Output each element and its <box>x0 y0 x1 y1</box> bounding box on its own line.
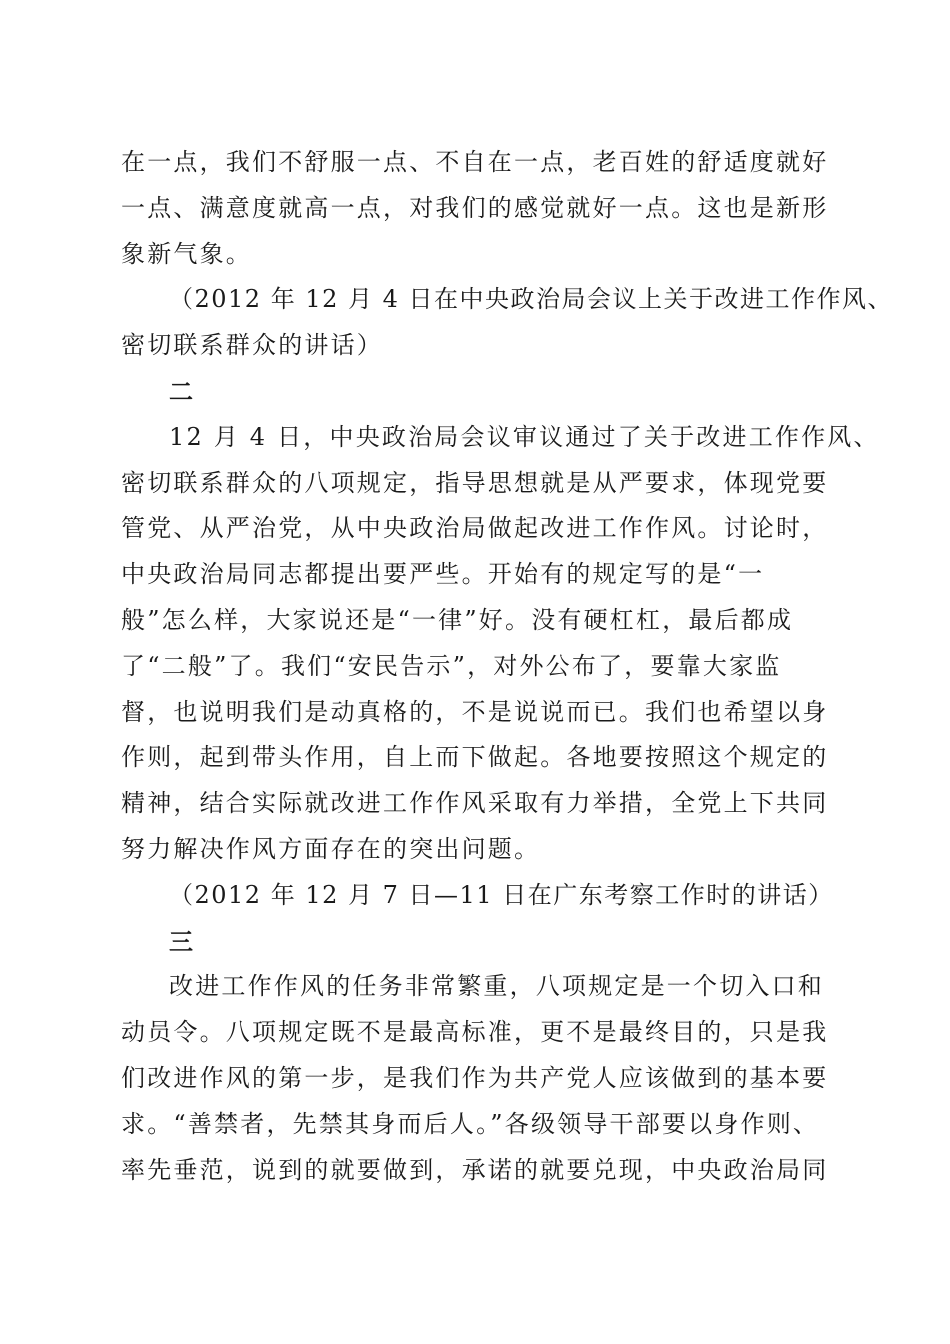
text-line: 精神，结合实际就改进工作作风采取有力举措，全党上下共同 <box>121 789 829 818</box>
text-line: 督，也说明我们是动真格的，不是说说而已。我们也希望以身 <box>121 697 829 726</box>
text-line: 管党、从严治党，从中央政治局做起改进工作作风。讨论时， <box>121 514 829 543</box>
paragraph-2 <box>121 415 880 873</box>
text-line: 般”怎么样，大家说还是“一律”好。没有硬杠杠，最后都成 <box>121 605 794 634</box>
text-line: 密切联系群众的八项规定，指导思想就是从严要求，体现党要 <box>121 468 829 497</box>
section-heading-3: 三 <box>169 926 193 956</box>
text-line: 努力解决作风方面存在的突出问题。 <box>121 834 541 863</box>
paragraph-1 <box>121 140 829 277</box>
text-line: 一点、满意度就高一点，对我们的感觉就好一点。这也是新形 <box>121 193 829 222</box>
paragraph-3 <box>121 964 829 1193</box>
citation-1 <box>121 277 894 369</box>
text-line: 作则，起到带头作用，自上而下做起。各地要按照这个规定的 <box>121 743 829 772</box>
text-line: 12 月 4 日，中央政治局会议审议通过了关于改进工作作风、 <box>169 422 880 451</box>
text-line: 求。“善禁者，先禁其身而后人。”各级领导干部要以身作则、 <box>121 1109 820 1138</box>
text-line: 们改进作风的第一步，是我们作为共产党人应该做到的基本要 <box>121 1063 829 1092</box>
text-line: 动员令。八项规定既不是最高标准，更不是最终目的，只是我 <box>121 1018 829 1047</box>
document-page <box>121 140 894 1193</box>
text-line: 了“二般”了。我们“安民告示”，对外公布了，要靠大家监 <box>121 651 782 680</box>
text-line: 率先垂范，说到的就要做到，承诺的就要兑现，中央政治局同 <box>121 1155 829 1184</box>
text-line: 中央政治局同志都提出要严些。开始有的规定写的是“一 <box>121 560 765 589</box>
text-line: 改进工作作风的任务非常繁重，八项规定是一个切入口和 <box>169 972 824 1001</box>
section-heading-2: 二 <box>169 376 193 406</box>
citation-2: （2012 年 12 月 7 日—11 日在广东考察工作时的讲话） <box>169 880 834 909</box>
text-line: 象新气象。 <box>121 239 252 268</box>
citation-line: （2012 年 12 月 4 日在中央政治局会议上关于改进工作作风、 <box>169 285 894 314</box>
text-line: 在一点，我们不舒服一点、不自在一点，老百姓的舒适度就好 <box>121 148 829 176</box>
citation-line: 密切联系群众的讲话） <box>121 331 383 360</box>
